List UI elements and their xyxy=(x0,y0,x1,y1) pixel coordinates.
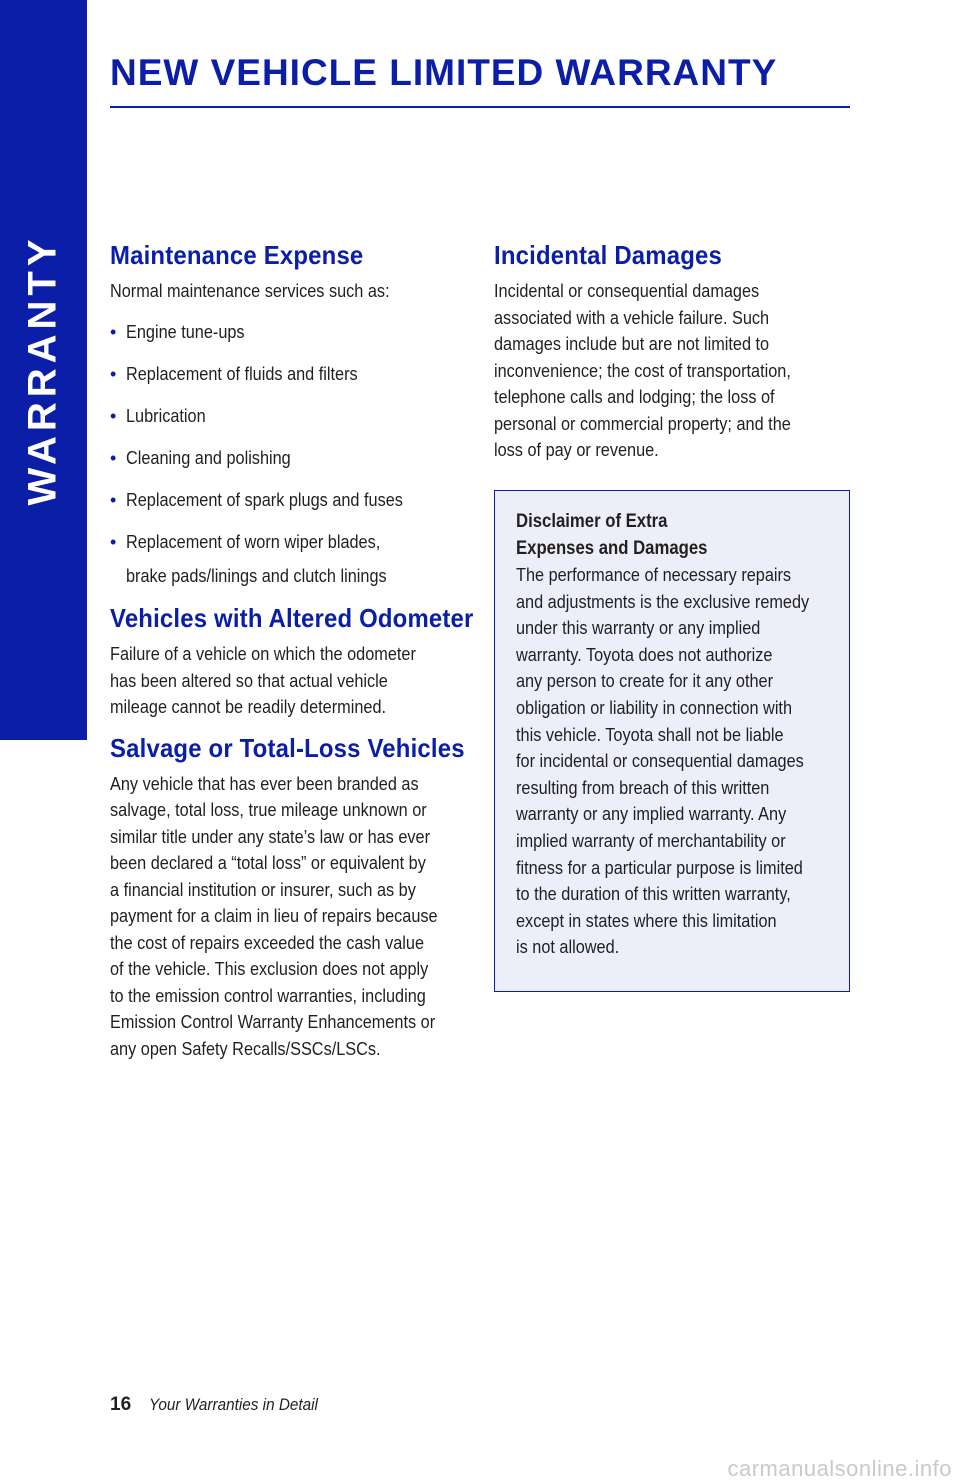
title-divider xyxy=(110,106,850,108)
page-title: NEW VEHICLE LIMITED WARRANTY xyxy=(110,52,778,93)
page-number: 16 xyxy=(110,1394,132,1415)
bullet-icon: • xyxy=(110,531,117,552)
list-item: • Replacement of spark plugs and fuses xyxy=(110,487,465,514)
disclaimer-text: The performance of necessary repairs and adjustments is the exclusive remedy under this warranty or any implied warranty. Toyota does not authorize any person to create for it any other obligation or liability in connection with this vehicle. Toyota shall not be liable for incidental or consequential damages resulting from breach of this written warranty or any implied warranty. Any implied warranty of merchantability or fitness for a particular purpose is limited to the duration of this written warranty, except in states where this limitation is not allowed. xyxy=(516,564,810,958)
bullet-icon: • xyxy=(110,321,117,342)
incidental-heading: Incidental Damages xyxy=(494,240,722,270)
disclaimer-box xyxy=(494,490,850,992)
page-footer xyxy=(110,1394,337,1416)
incidental-text: Incidental or consequential damages associated with a vehicle failure. Such damages include but are not limited to inconvenience; the cost of transportation, telephone calls and lodging; the loss of personal or commercial property; and the loss of pay or revenue. xyxy=(494,280,791,460)
salvage-section xyxy=(110,731,465,1063)
watermark: carmanualsonline.info xyxy=(727,1456,952,1481)
bullet-icon: • xyxy=(110,489,117,510)
odometer-text: Failure of a vehicle on which the odometer has been altered so that actual vehicle mileage cannot be readily determined. xyxy=(110,643,416,717)
bullet-icon: • xyxy=(110,447,117,468)
maintenance-section xyxy=(110,238,465,590)
bullet-icon: • xyxy=(110,363,117,384)
maintenance-intro: Normal maintenance services such as: xyxy=(110,280,390,301)
maintenance-heading: Maintenance Expense xyxy=(110,240,364,270)
side-tab-label: WARRANTY xyxy=(20,234,65,506)
odometer-section xyxy=(110,601,474,721)
list-item: • Replacement of worn wiper blades, brake pads/linings and clutch linings xyxy=(110,530,387,586)
side-tab xyxy=(0,0,87,740)
list-item: • Lubrication xyxy=(110,403,465,430)
list-item: • Cleaning and polishing xyxy=(110,445,465,472)
incidental-section xyxy=(494,238,850,464)
maintenance-list xyxy=(110,319,465,590)
list-item: • Replacement of fluids and filters xyxy=(110,361,465,388)
right-column xyxy=(494,238,850,464)
left-column xyxy=(110,238,474,1062)
footer-label: Your Warranties in Detail xyxy=(149,1395,319,1414)
bullet-icon: • xyxy=(110,405,117,426)
list-item: • Engine tune-ups xyxy=(110,319,465,346)
salvage-text: Any vehicle that has ever been branded as salvage, total loss, true mileage unknown or similar title under any state’s law or has ever been declared a “total loss” or equivalent by a financial institution or insurer, such as by payment for a claim in lieu of repairs because the cost of repairs exceeded the cash value of the vehicle. This exclusion does not apply to the emission control warranties, including Emission Control Warranty Enhancements or any open Safety Recalls/SSCs/LSCs. xyxy=(110,772,438,1059)
odometer-heading: Vehicles with Altered Odometer xyxy=(110,603,474,633)
disclaimer-title: Disclaimer of Extra Expenses and Damages xyxy=(516,511,708,559)
salvage-heading: Salvage or Total-Loss Vehicles xyxy=(110,732,465,763)
